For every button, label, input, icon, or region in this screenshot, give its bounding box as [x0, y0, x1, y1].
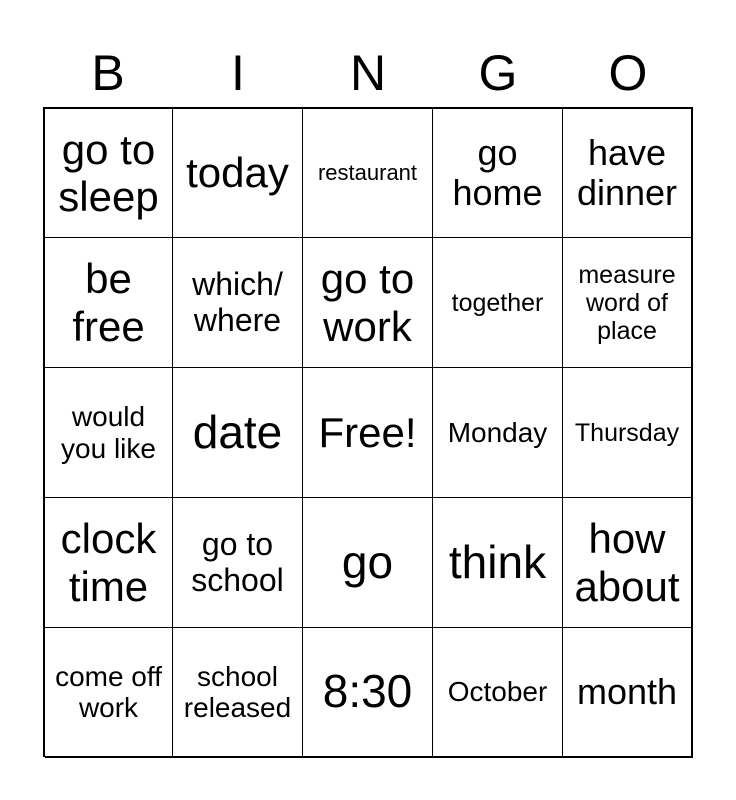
bingo-cell-r5c1[interactable]: [45, 628, 173, 758]
bingo-cell-r3c4[interactable]: [433, 368, 563, 498]
bingo-cell-r5c3[interactable]: [303, 628, 433, 758]
header-letter-i: I: [231, 45, 245, 101]
bingo-cell-r2c5[interactable]: [563, 238, 693, 368]
cell-text: go home: [452, 131, 543, 213]
bingo-cell-free[interactable]: [303, 368, 433, 498]
bingo-header: [43, 40, 693, 106]
cell-text: which/ where: [192, 265, 283, 338]
board-row-3: [45, 368, 693, 498]
bingo-cell-r1c3[interactable]: [303, 109, 433, 238]
bingo-cell-r1c2[interactable]: [173, 109, 303, 238]
bingo-cell-r3c2[interactable]: [173, 368, 303, 498]
bingo-board: [43, 107, 693, 757]
bingo-cell-r4c3[interactable]: [303, 498, 433, 628]
header-letter-n: N: [349, 45, 387, 101]
cell-text: have dinner: [576, 131, 678, 213]
bingo-cell-r1c5[interactable]: [563, 109, 693, 238]
bingo-cell-r1c4[interactable]: [433, 109, 563, 238]
bingo-cell-r2c3[interactable]: [303, 238, 433, 368]
free-space-text: Free!: [318, 408, 417, 456]
header-letter-g: G: [478, 45, 518, 101]
bingo-cell-r5c2[interactable]: [173, 628, 303, 758]
cell-text: measure word of place: [578, 260, 676, 345]
bingo-cell-r4c4[interactable]: [433, 498, 563, 628]
bingo-cell-r2c2[interactable]: [173, 238, 303, 368]
cell-text: clock time: [60, 515, 157, 610]
cell-text: how about: [574, 515, 680, 610]
cell-text: month: [576, 670, 678, 712]
bingo-cell-r5c5[interactable]: [563, 628, 693, 758]
cell-text: restaurant: [317, 159, 418, 185]
bingo-cell-r5c4[interactable]: [433, 628, 563, 758]
header-letter-o: O: [608, 45, 648, 101]
cell-text: 8:30: [322, 665, 413, 718]
bingo-cell-r4c2[interactable]: [173, 498, 303, 628]
cell-text: school released: [183, 660, 292, 723]
cell-text: be free: [72, 255, 145, 350]
cell-text: October: [447, 676, 548, 708]
cell-text: Monday: [447, 416, 548, 448]
cell-text: go: [341, 535, 394, 588]
bingo-cell-r2c1[interactable]: [45, 238, 173, 368]
cell-text: go to school: [191, 525, 284, 598]
cell-text: Thursday: [574, 418, 680, 447]
bingo-cell-r4c1[interactable]: [45, 498, 173, 628]
board-row-1: [45, 109, 693, 238]
bingo-cell-r1c1[interactable]: [45, 109, 173, 238]
cell-text: come off work: [55, 660, 162, 723]
bingo-cell-r3c5[interactable]: [563, 368, 693, 498]
cell-text: go to work: [320, 255, 415, 350]
cell-text: together: [451, 288, 544, 317]
cell-text: date: [192, 405, 283, 458]
cell-text: think: [448, 535, 547, 588]
bingo-cell-r2c4[interactable]: [433, 238, 563, 368]
board-row-5: [45, 628, 693, 758]
board-row-4: [45, 498, 693, 628]
bingo-cell-r3c1[interactable]: [45, 368, 173, 498]
cell-text: go to sleep: [58, 125, 159, 220]
cell-text: would you like: [61, 401, 156, 464]
board-row-2: [45, 238, 693, 368]
bingo-cell-r4c5[interactable]: [563, 498, 693, 628]
header-letter-b: B: [91, 45, 125, 101]
cell-text: today: [186, 149, 289, 197]
